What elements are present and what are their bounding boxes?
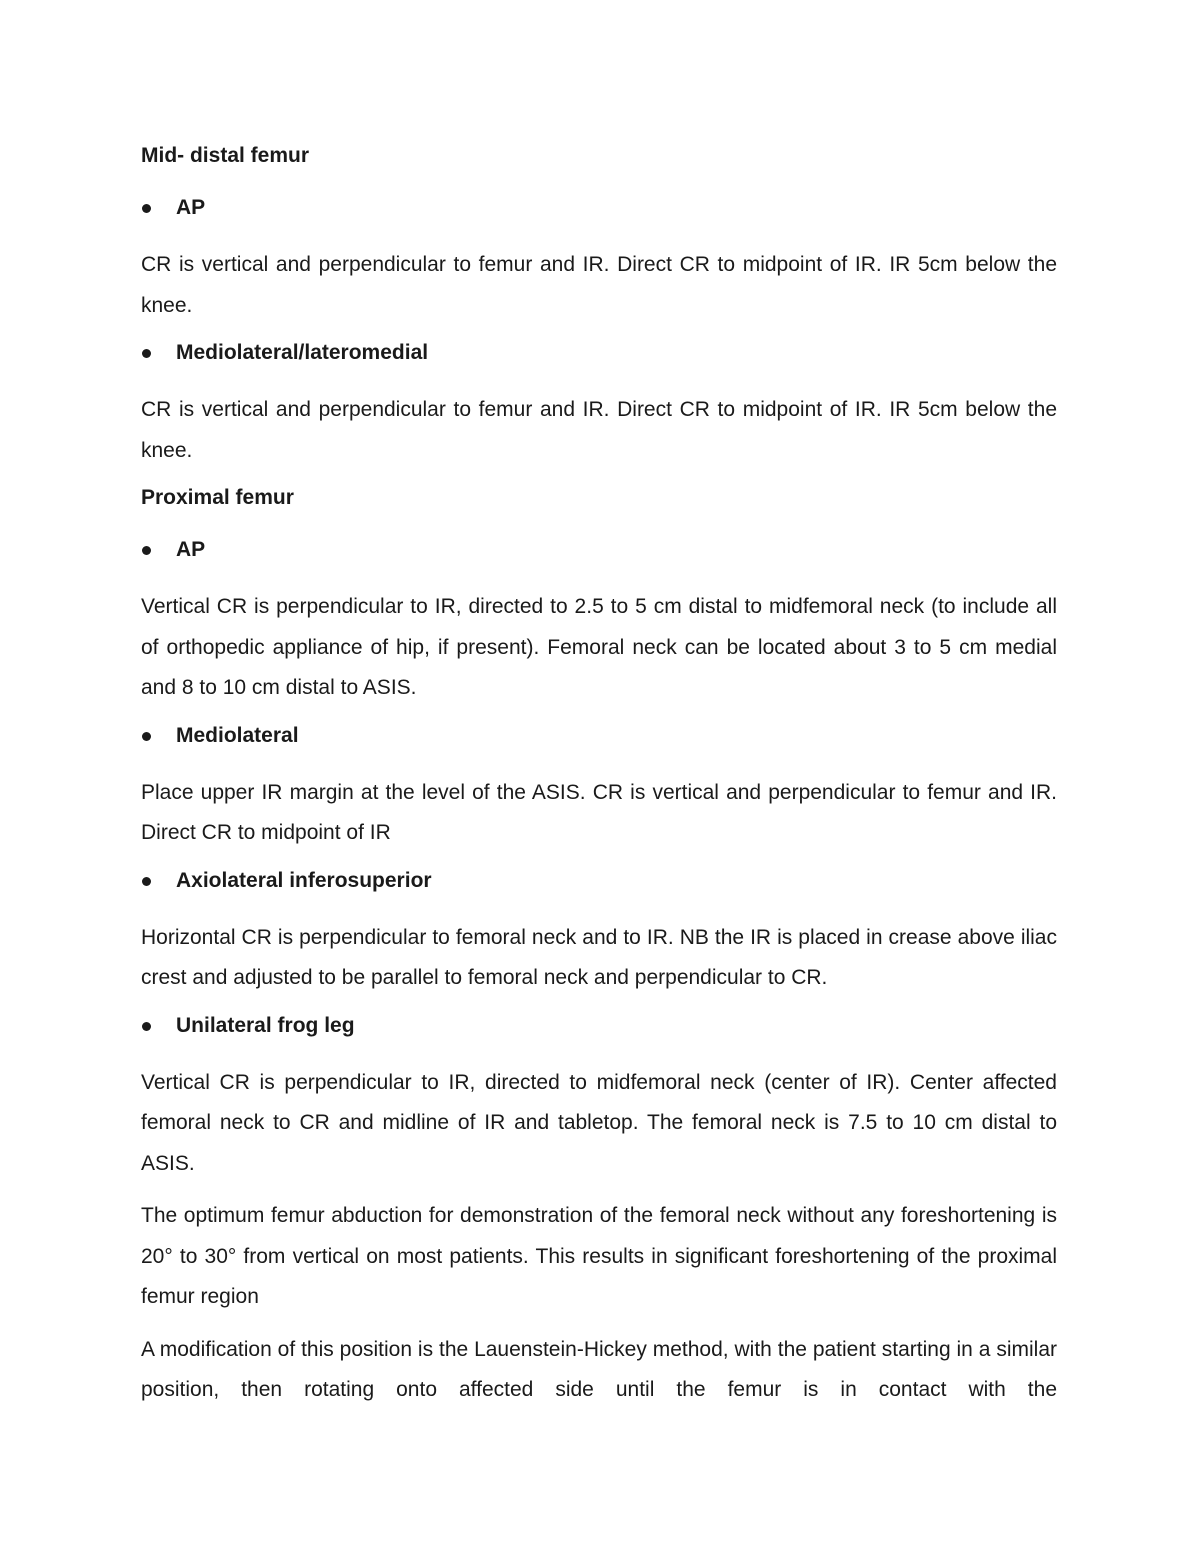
bullet-label: Axiolateral inferosuperior	[176, 868, 432, 892]
paragraph: CR is vertical and perpendicular to femur and IR. Direct CR to midpoint of IR. IR 5cm below the knee.	[141, 253, 1057, 317]
bullet-item	[141, 1011, 1057, 1041]
bullet-label: Mediolateral	[176, 723, 299, 747]
bullet-dot-icon	[142, 546, 151, 555]
bullet-dot-icon	[142, 877, 151, 886]
paragraph: Place upper IR margin at the level of the ASIS. CR is vertical and perpendicular to femur and IR. Direct CR to midpoint of IR	[141, 780, 1057, 844]
bullet-dot-icon	[142, 732, 151, 741]
paragraph: The optimum femur abduction for demonstration of the femoral neck without any foreshortening is 20° to 30° from vertical on most patients. This results in significant foreshortening of the proximal femur region	[141, 1204, 1057, 1308]
bullet-label: AP	[176, 196, 206, 219]
bullet-dot-icon	[142, 1022, 151, 1031]
paragraph: Vertical CR is perpendicular to IR, directed to midfemoral neck (center of IR). Center affected femoral neck to CR and midline of IR and tabletop. The femoral neck is 7.5 to 10 cm distal to ASIS.	[141, 1070, 1057, 1175]
bullet-item	[141, 866, 1057, 896]
paragraph: Horizontal CR is perpendicular to femoral neck and to IR. NB the IR is placed in crease above iliac crest and adjusted to be parallel to femoral neck and perpendicular to CR.	[141, 925, 1057, 989]
paragraph: Vertical CR is perpendicular to IR, directed to 2.5 to 5 cm distal to midfemoral neck (to include all of orthopedic appliance of hip, if present). Femoral neck can be located about 3 to 5 cm medial and 8 to 10 cm distal to ASIS.	[141, 595, 1057, 699]
paragraph: CR is vertical and perpendicular to femur and IR. Direct CR to midpoint of IR. IR 5cm below the knee.	[141, 398, 1057, 462]
bullet-dot-icon	[142, 349, 151, 358]
bullet-dot-icon	[142, 204, 151, 213]
section-heading: Proximal femur	[141, 486, 294, 509]
bullet-label: Mediolateral/lateromedial	[176, 341, 429, 364]
paragraph: A modification of this position is the Lauenstein-Hickey method, with the patient starting in a similar position, then rotating onto affected side until the femur is in contact with the	[141, 1337, 1057, 1401]
bullet-label: Unilateral frog leg	[176, 1013, 355, 1037]
bullet-item	[141, 193, 1057, 223]
bullet-item	[141, 535, 1057, 565]
bullet-item	[141, 721, 1057, 751]
section-heading: Mid- distal femur	[141, 144, 310, 167]
bullet-item	[141, 338, 1057, 368]
document-page	[141, 141, 1057, 1423]
bullet-label: AP	[176, 538, 206, 561]
